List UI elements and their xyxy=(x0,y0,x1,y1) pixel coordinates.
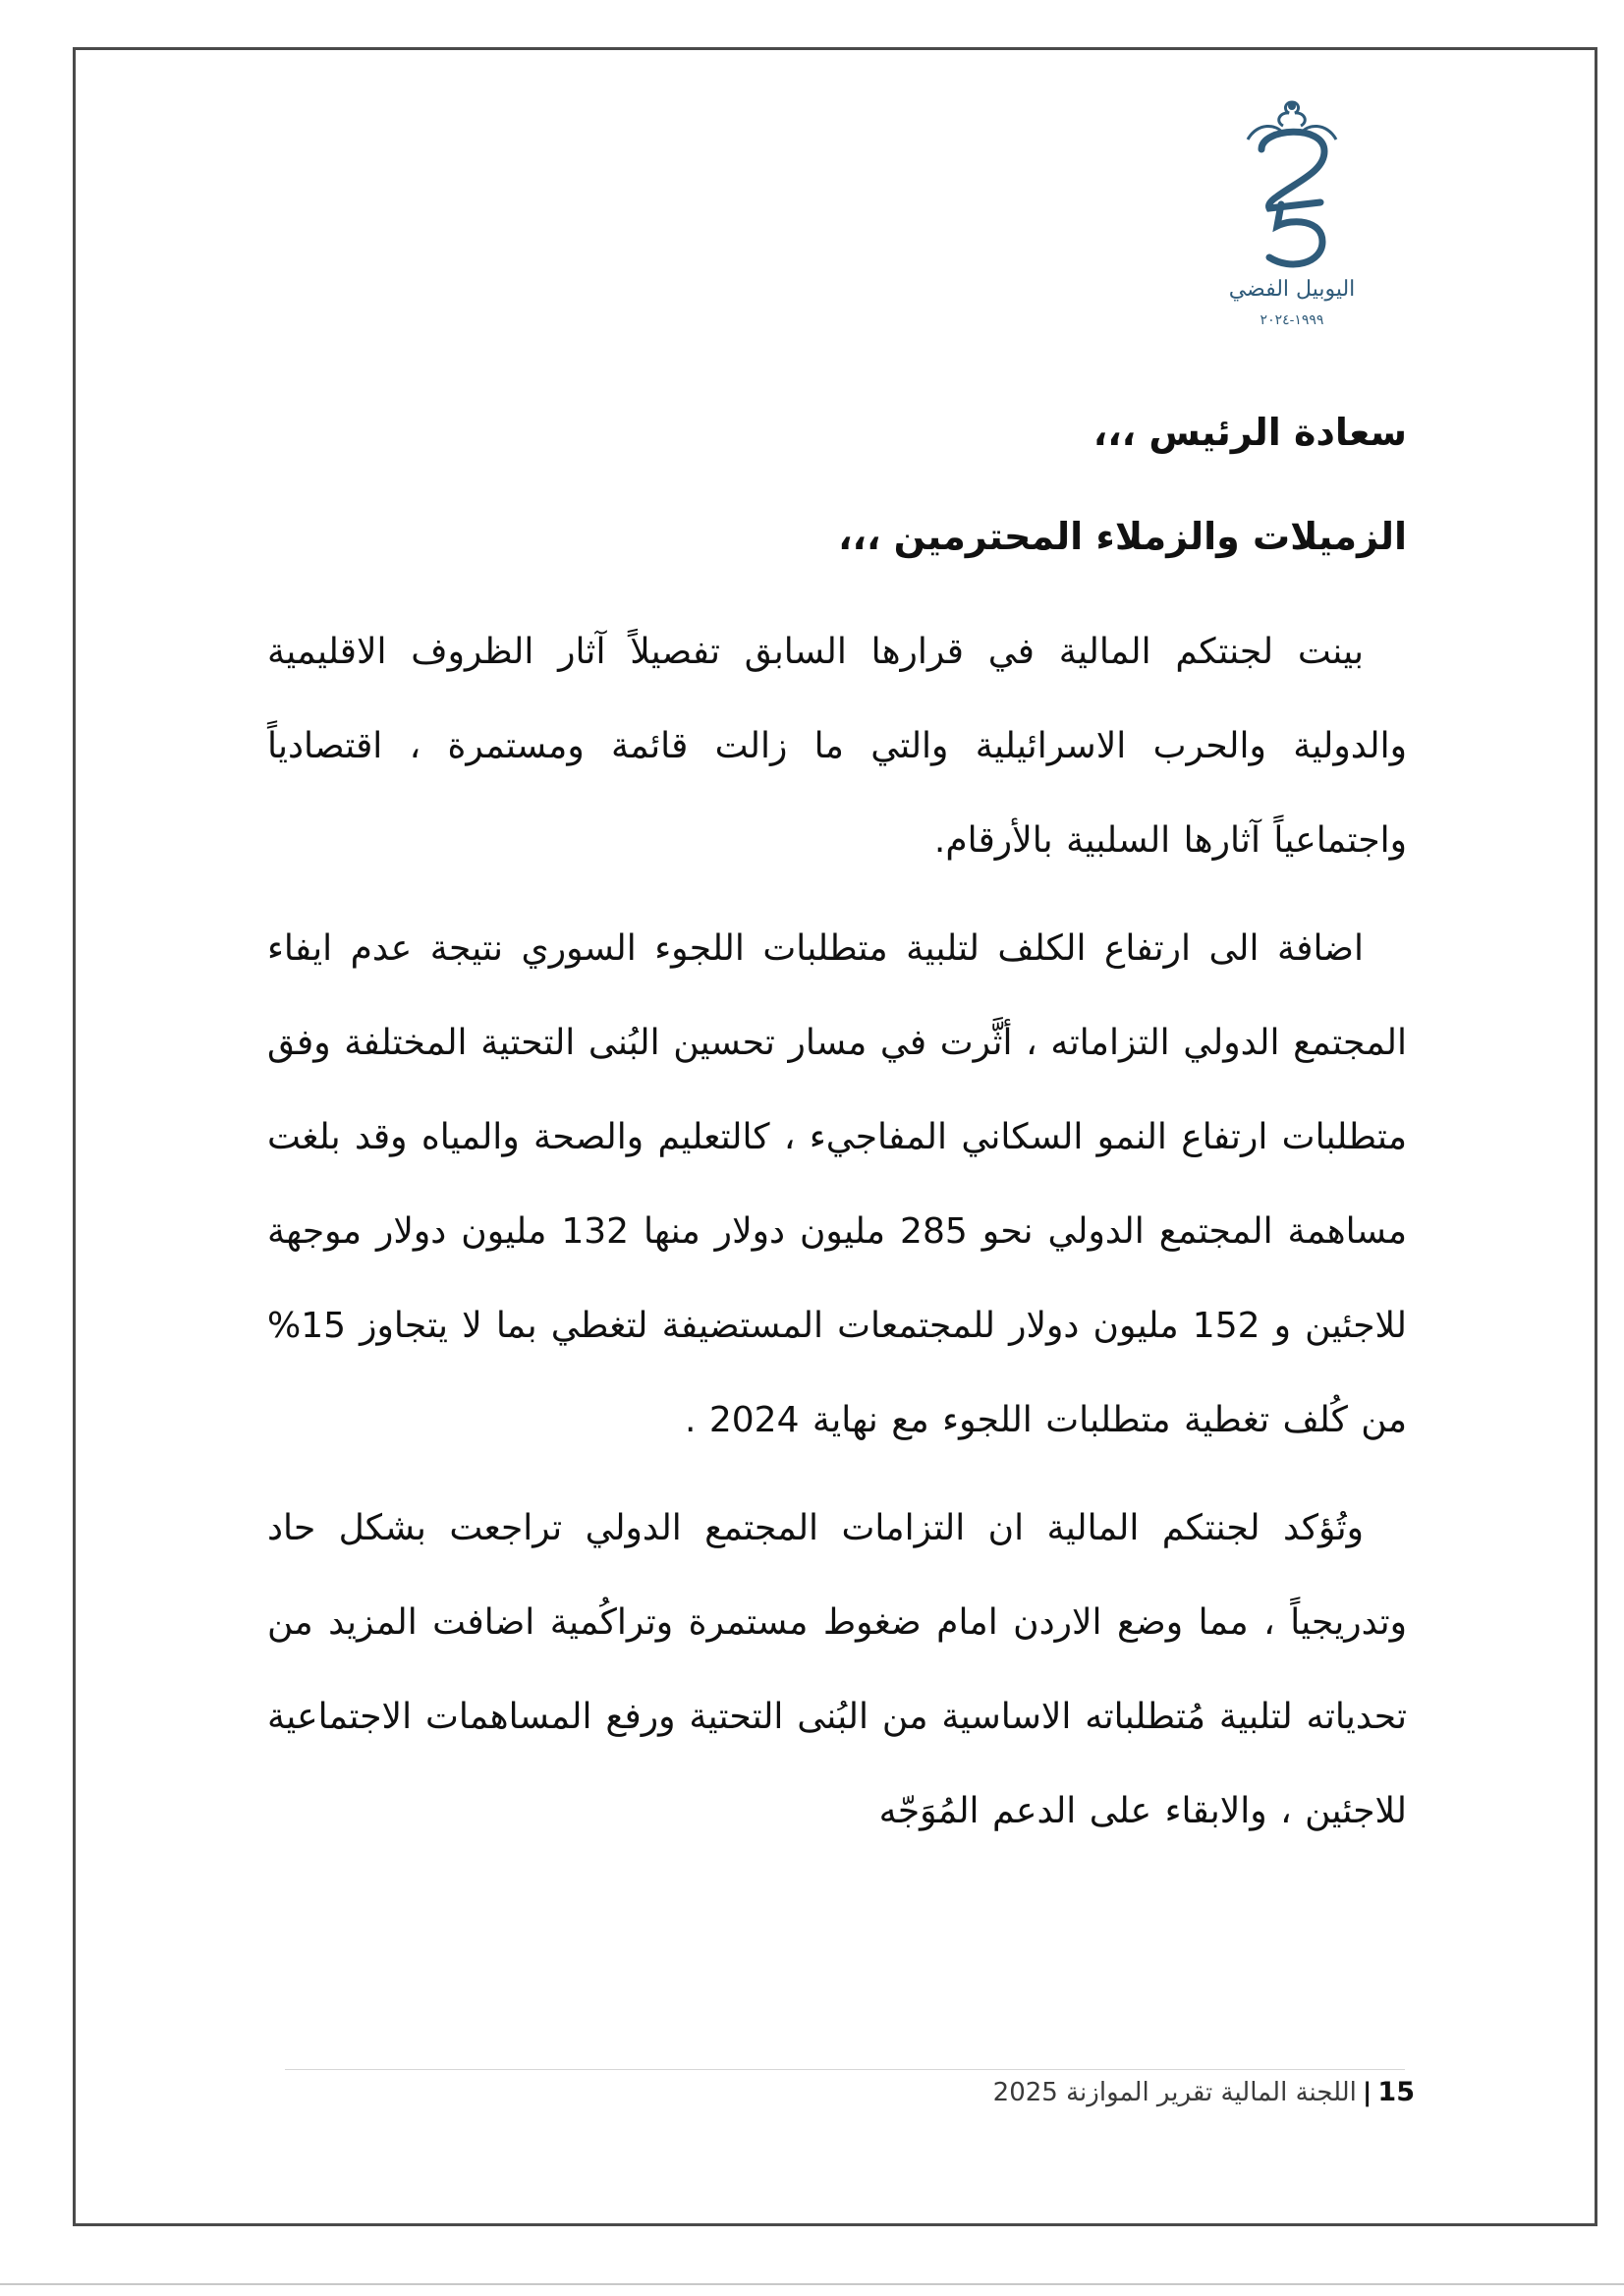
salutation-chairman: سعادة الرئيس ،،، xyxy=(1092,411,1407,454)
paragraph: وتُؤكد لجنتكم المالية ان التزامات المجتمع الدولي تراجعت بشكل حاد وتدريجياً ، مما وضع الاردن امام ضغوط مستمرة وتراكُمية اضافت المزيد من تحدياته لتلبية مُتطلباته الاساسية من البُنى التحتية ورفع المساهمات الاجتماعية للاجئين ، والابقاء على الدعم المُوَجّه xyxy=(267,1508,1407,1831)
salutation-colleagues: الزميلات والزملاء المحترمين ،،، xyxy=(838,515,1407,558)
footer-document-title: اللجنة المالية تقرير الموازنة 2025 xyxy=(992,2078,1357,2107)
letter-body xyxy=(267,405,1407,1873)
logo-years: ١٩٩٩-٢٠٢٤ xyxy=(1260,312,1324,328)
footer-divider xyxy=(285,2069,1405,2070)
scan-edge-line xyxy=(0,2283,1624,2285)
page-footer xyxy=(747,2077,1415,2107)
paragraph: بينت لجنتكم المالية في قرارها السابق تفصيلاً آثار الظروف الاقليمية والدولية والحرب الاسرائيلية والتي ما زالت قائمة ومستمرة ، اقتصادياً واجتماعياً آثارها السلبية بالأرقام. xyxy=(267,632,1407,861)
silver-jubilee-logo xyxy=(1218,94,1366,350)
paragraph: اضافة الى ارتفاع الكلف لتلبية متطلبات اللجوء السوري نتيجة عدم ايفاء المجتمع الدولي التزاماته ، أثَّرت في مسار تحسين البُنى التحتية المختلفة وفق متطلبات ارتفاع النمو السكاني المفاجيء ، كالتعليم والصحة والمياه وقد بلغت مساهمة المجتمع الدولي نحو 285 مليون دولار منها 132 مليون دولار موجهة للاجئين و 152 مليون دولار للمجتمعات المستضيفة لتغطي بما لا يتجاوز 15% من كُلف تغطية متطلبات اللجوء مع نهاية 2024 . xyxy=(267,928,1408,1440)
footer-separator: | xyxy=(1362,2078,1372,2107)
jubilee-25-emblem-icon xyxy=(1218,94,1366,276)
page-number: 15 xyxy=(1377,2077,1415,2107)
logo-caption: اليوبيل الفضي xyxy=(1228,277,1356,302)
